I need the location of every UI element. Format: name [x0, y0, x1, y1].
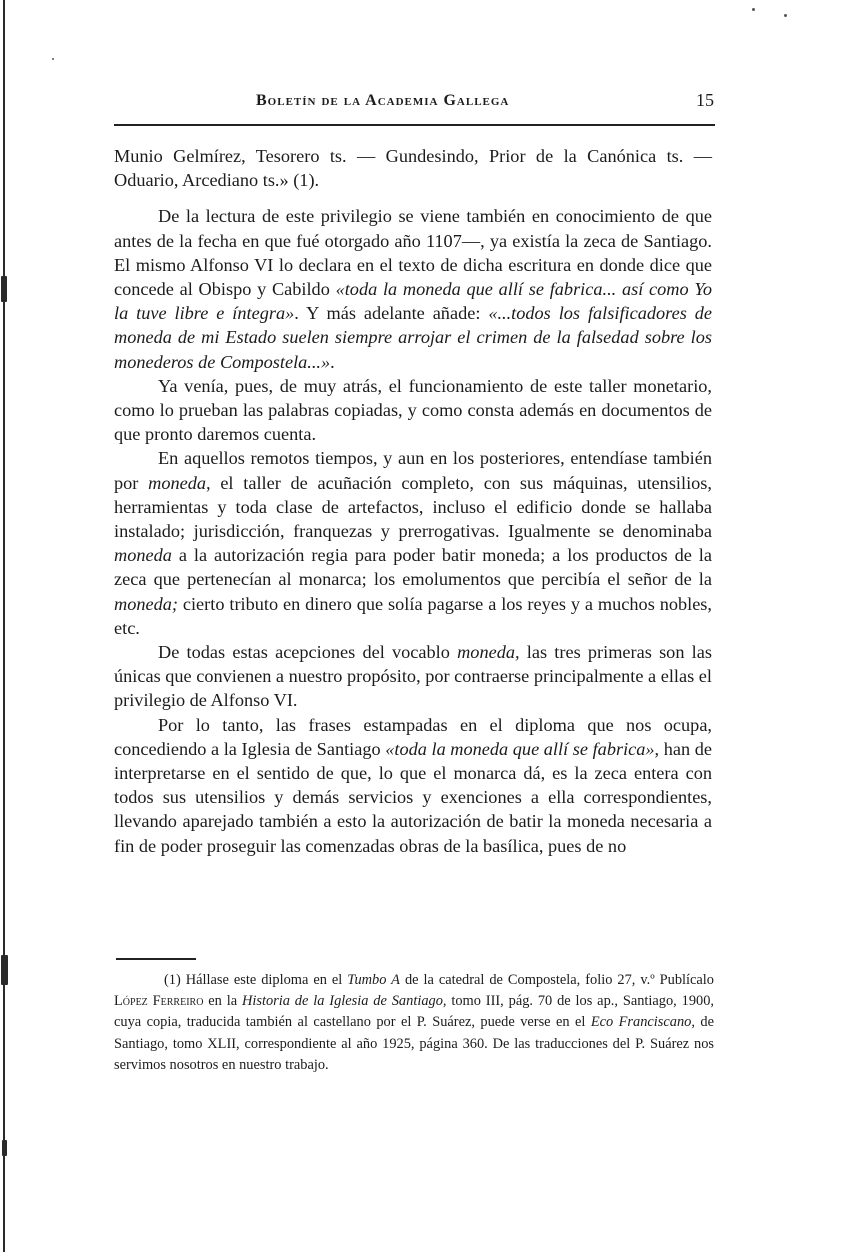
text-run: a la autorización regia para poder batir moneda; a los productos de la zeca que pertenecían al monarca; los emolumentos que percibía el señor de la — [114, 545, 712, 590]
text-run: en la — [203, 993, 242, 1010]
text-run: . — [330, 351, 335, 372]
text-run: las tres primeras son las únicas que convienen a nuestro propósito, por contraerse principalmente a ellas el privilegio de Alfonso VI. — [114, 642, 712, 711]
page-edge-line — [3, 0, 5, 1252]
footnote — [114, 970, 714, 1076]
italic-quote: «toda la moneda que allí se fabrica... así como Yo la tuve libre e íntegra» — [114, 279, 712, 324]
italic-title: Eco Franciscano, — [590, 1014, 695, 1031]
text-run: , han de interpretarse en el sentido de que, lo que el monarca dá, es la zeca entera con todos sus utensilios y demás servicios y exenciones a ella correspondientes, llevando aparejado también a esto la autorización de batir la moneda necesaria a fin de poder proseguir las comenzadas obras de la basílica, pues de no — [114, 738, 712, 856]
italic-quote: «toda la moneda que allí se fabrica» — [385, 738, 655, 759]
speck — [52, 58, 54, 60]
speck — [784, 14, 787, 17]
text-run: tomo III, pág. 70 de los ap., Santiago, 1900, cuya copia, traducida también al castellano por el P. Suárez, puede verse en el — [114, 993, 715, 1031]
text-run: Por lo tanto, las frases estampadas en el diploma que nos ocupa, concediendo a la Iglesia de Santiago — [114, 714, 712, 759]
running-header — [114, 92, 714, 122]
speck — [752, 8, 755, 11]
paragraph — [114, 144, 712, 192]
edge-mark — [2, 1140, 7, 1156]
paragraph — [114, 204, 712, 373]
italic-title: Tumbo A — [347, 972, 400, 988]
text-run: . Y más adelante añade: — [294, 303, 489, 324]
text-run: (1) Hállase este diploma en el — [164, 972, 348, 988]
paragraph — [114, 374, 712, 447]
italic-term: moneda; — [114, 593, 178, 614]
text-run: Ya venía, pues, de muy atrás, el funcionamiento de este taller monetario, como lo prueban las palabras copiadas, y como consta además en documentos de que pronto daremos cuenta. — [114, 375, 712, 445]
text-run: de la catedral de Compostela, folio 27, v.º Publícalo — [399, 972, 714, 988]
text-run: De la lectura de este privilegio se viene también en conocimiento de que antes de la fecha en que fué otorgado año 1107—, ya existía la zeca de Santiago. El mismo Alfonso VI lo declara en el texto de dicha escritura en donde dice que concede al Obispo y Cabildo — [114, 206, 712, 300]
footnote-rule — [116, 958, 196, 960]
edge-mark — [1, 955, 8, 985]
text-run: De todas estas acepciones del vocablo — [158, 642, 458, 663]
italic-term: moneda, — [457, 642, 520, 663]
italic-title: Historia de la Iglesia de Santiago, — [241, 993, 447, 1010]
paragraph — [114, 446, 712, 640]
italic-term: moneda — [114, 545, 172, 566]
body-text — [114, 144, 712, 858]
paragraph — [114, 713, 712, 858]
text-run: de Santiago, tomo XLII, correspondiente al año 1925, página 360. De las traducciones del P. Suárez nos servimos nosotros en nuestro trabajo. — [114, 1014, 715, 1073]
text-run: el taller de acuñación completo, con sus máquinas, utensilios, herramientas y toda clase de artefactos, incluso el edificio donde se hallaba instalado; jurisdicción, franquezas y prerrogativas. Igualmente se denominaba — [114, 472, 712, 542]
paragraph — [114, 640, 712, 713]
italic-term: moneda, — [148, 472, 211, 493]
text-run: cierto tributo en dinero que solía pagarse a los reyes y a muchos nobles, etc. — [114, 593, 712, 638]
text-run: En aquellos remotos tiempos, y aun en los posteriores, entendíase también por — [114, 448, 712, 493]
journal-title: Boletín de la Academia Gallega — [256, 92, 510, 109]
author-name: López Ferreiro — [114, 993, 204, 1010]
edge-mark — [1, 276, 7, 302]
header-rule — [114, 124, 715, 126]
text-run: Munio Gelmírez, Tesorero ts. — Gundesindo, Prior de la Canónica ts. — Oduario, Arcediano ts.» (1). — [114, 146, 712, 191]
page-number: 15 — [696, 90, 714, 110]
italic-quote: «...todos los falsificadores de moneda de mi Estado suelen siempre arrojar el crimen de la falsedad sobre los monederos de Compostela...» — [114, 303, 712, 372]
